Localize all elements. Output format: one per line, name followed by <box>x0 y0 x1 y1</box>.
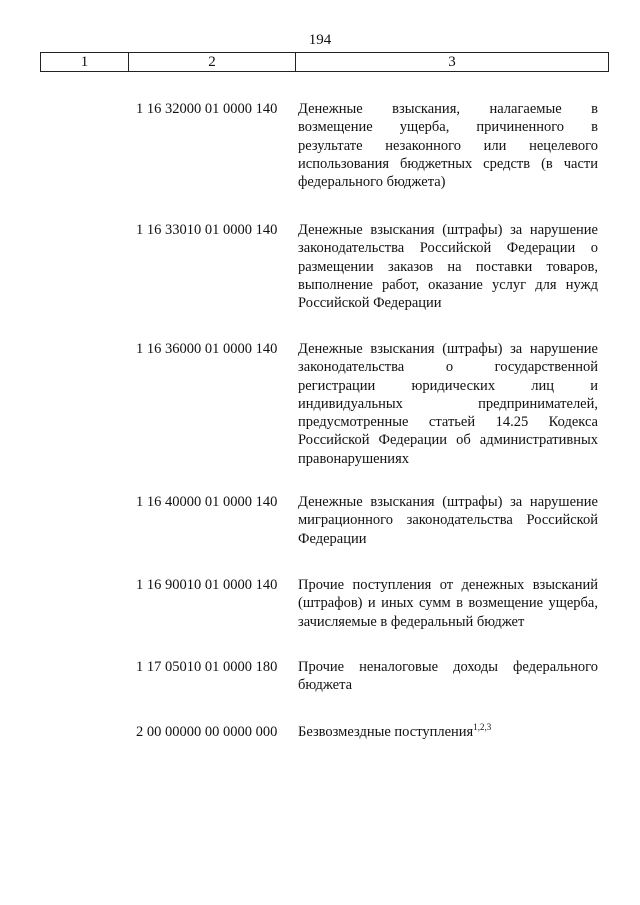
column-header-row <box>41 53 609 72</box>
column-header-table <box>40 52 609 72</box>
description-text: Безвозмездные поступления <box>298 724 474 740</box>
description-line: индивидуальных предпринимателей, <box>298 395 598 412</box>
footnote-marks: 1,2,3 <box>473 722 492 732</box>
description-line: результате незаконного или нецелевого <box>298 137 598 154</box>
budget-code: 1 16 33010 01 0000 140 <box>136 222 278 238</box>
budget-code: 1 16 40000 01 0000 140 <box>136 494 278 510</box>
description-line: предусмотренные статьей 14.25 Кодекса <box>298 414 598 431</box>
row-description <box>298 576 598 631</box>
description-line: миграционного законодательства Российской <box>298 512 598 529</box>
description-line: федерального бюджета) <box>298 174 446 191</box>
description-line: возмещение ущерба, причиненного в <box>298 119 598 136</box>
budget-code: 2 00 00000 00 0000 000 <box>136 724 278 740</box>
row-description <box>298 100 598 191</box>
description-line: Денежные взыскания (штрафы) за нарушение <box>298 222 598 238</box>
budget-code: 1 17 05010 01 0000 180 <box>136 659 278 675</box>
description-line: законодательства о государственной <box>298 359 598 376</box>
description-line: Российской Федерации <box>298 295 442 312</box>
page-number: 194 <box>308 32 332 48</box>
description-line: Федерации <box>298 530 367 547</box>
row-description <box>298 340 598 468</box>
column-header-3: 3 <box>296 53 609 72</box>
description-line: Денежные взыскания, налагаемые в <box>298 101 598 117</box>
description-line: законодательства Российской Федерации о <box>298 240 598 257</box>
description-line: Российской Федерации об административных <box>298 432 598 449</box>
row-description <box>298 221 598 312</box>
description-line: (штрафов) и иных сумм в возмещение ущерба, <box>298 595 598 612</box>
budget-code: 1 16 36000 01 0000 140 <box>136 341 278 357</box>
description-line: использования бюджетных средств (в части <box>298 155 598 172</box>
budget-code: 1 16 32000 01 0000 140 <box>136 101 278 117</box>
budget-code: 1 16 90010 01 0000 140 <box>136 577 278 593</box>
description-line: Прочие неналоговые доходы федерального <box>298 659 598 675</box>
description-line: правонарушениях <box>298 450 409 467</box>
description-line: Прочие поступления от денежных взысканий <box>298 577 598 593</box>
description-line: регистрации юридических лиц и <box>298 377 598 394</box>
description-line: Денежные взыскания (штрафы) за нарушение <box>298 494 598 510</box>
row-description <box>298 723 598 741</box>
column-header-1: 1 <box>41 53 129 72</box>
row-description <box>298 493 598 548</box>
description-line: зачисляемые в федеральный бюджет <box>298 613 525 630</box>
row-description <box>298 658 598 695</box>
description-line: бюджета <box>298 677 353 694</box>
description-line: размещении заказов на поставки товаров, <box>298 258 598 275</box>
description-line: выполнение работ, оказание услуг для нужд <box>298 276 598 293</box>
description-line: Денежные взыскания (штрафы) за нарушение <box>298 341 598 357</box>
column-header-2: 2 <box>129 53 296 72</box>
description-line <box>298 723 598 741</box>
